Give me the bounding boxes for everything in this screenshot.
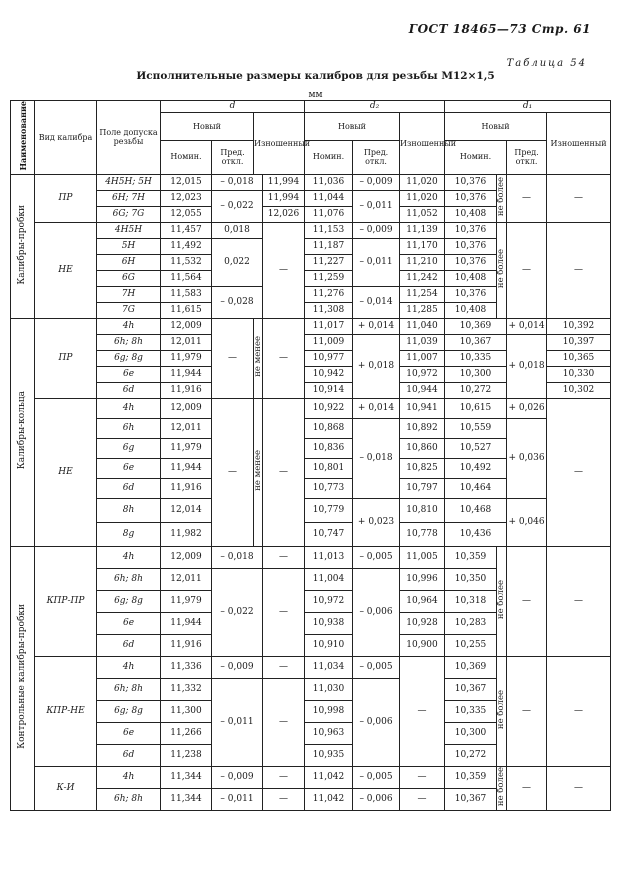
value-cell: 11,030 (305, 678, 353, 700)
value-cell: 10,359 (445, 546, 497, 568)
pole-cell: 6h; 8h (97, 678, 161, 700)
value-cell: 10,365 (547, 350, 611, 366)
value-cell: 11,916 (161, 478, 212, 498)
value-cell: 11,036 (305, 174, 353, 190)
value-cell: – 0,022 (212, 568, 263, 656)
table-title: Исполнительные размеры калибров для резьбы М12×1,5 (136, 70, 495, 82)
value-cell: — (507, 656, 547, 766)
pole-cell: 6h; 8h (97, 788, 161, 810)
group-label: Калибры-пробки (11, 174, 35, 318)
table-row (11, 418, 611, 438)
value-cell: — (263, 222, 305, 318)
value-cell: — (547, 656, 611, 766)
vid-cell: НЕ (35, 222, 97, 318)
value-cell: 11,042 (305, 788, 353, 810)
value-cell: 12,009 (161, 398, 212, 418)
value-cell: 10,922 (305, 398, 353, 418)
value-cell: 10,464 (445, 478, 507, 498)
value-cell: 11,916 (161, 382, 212, 398)
header-vid: Вид калибра (35, 101, 97, 175)
value-cell: 11,076 (305, 206, 353, 222)
table-row (11, 546, 611, 568)
value-cell: 10,914 (305, 382, 353, 398)
value-cell: – 0,018 (212, 174, 263, 190)
value-cell: 0,018 (212, 222, 263, 238)
value-cell: 11,564 (161, 270, 212, 286)
value-cell: 10,964 (400, 590, 445, 612)
value-cell: + 0,036 (507, 418, 547, 498)
value-cell: 11,266 (161, 722, 212, 744)
value-cell: + 0,026 (507, 398, 547, 418)
value-cell: 10,255 (445, 634, 497, 656)
value-cell: 11,005 (400, 546, 445, 568)
pole-cell: 8h (97, 498, 161, 522)
value-cell: 11,042 (305, 766, 353, 788)
value-cell: 10,860 (400, 438, 445, 458)
value-cell: 10,376 (445, 254, 497, 270)
value-cell: 10,892 (400, 418, 445, 438)
pole-cell: 6d (97, 382, 161, 398)
value-cell: 10,779 (305, 498, 353, 522)
value-cell: 10,367 (445, 678, 497, 700)
header-nom: Номин. (161, 140, 212, 174)
value-cell: 10,408 (445, 302, 497, 318)
value-cell: 10,963 (305, 722, 353, 744)
calibre-table (10, 100, 611, 811)
value-cell: – 0,014 (353, 286, 400, 318)
value-cell: 12,009 (161, 546, 212, 568)
value-cell: 11,332 (161, 678, 212, 700)
value-cell: 11,308 (305, 302, 353, 318)
value-cell: 10,942 (305, 366, 353, 382)
table-row (11, 398, 611, 418)
value-cell: – 0,018 (212, 546, 263, 568)
vid-cell: ПР (35, 318, 97, 398)
value-cell: 10,359 (445, 766, 497, 788)
value-cell: 10,335 (445, 350, 507, 366)
value-cell: 10,527 (445, 438, 507, 458)
value-cell: 10,797 (400, 478, 445, 498)
value-cell: 10,408 (445, 206, 497, 222)
value-cell: – 0,006 (353, 788, 400, 810)
pole-cell: 4h (97, 656, 161, 678)
value-cell: 12,011 (161, 334, 212, 350)
value-cell: — (263, 678, 305, 766)
pole-cell: 6h; 8h (97, 334, 161, 350)
value-cell: 10,367 (445, 334, 507, 350)
value-cell: 10,492 (445, 458, 507, 478)
value-cell: 10,397 (547, 334, 611, 350)
ne-bolee-mark: не более (497, 174, 507, 222)
pole-cell: 6H; 7H (97, 190, 161, 206)
value-cell: 11,916 (161, 634, 212, 656)
value-cell: — (212, 318, 254, 398)
value-cell: 10,318 (445, 590, 497, 612)
value-cell: — (263, 766, 305, 788)
table-row (11, 498, 611, 522)
value-cell: + 0,014 (353, 398, 400, 418)
table-row (11, 766, 611, 788)
value-cell: — (547, 546, 611, 656)
header-d2: d₂ (305, 101, 445, 113)
value-cell: – 0,009 (353, 222, 400, 238)
value-cell: 10,330 (547, 366, 611, 382)
value-cell: 10,900 (400, 634, 445, 656)
value-cell: 11,139 (400, 222, 445, 238)
value-cell: 10,825 (400, 458, 445, 478)
value-cell: 11,300 (161, 700, 212, 722)
value-cell: 11,238 (161, 744, 212, 766)
value-cell: 11,285 (400, 302, 445, 318)
pole-cell: 8g (97, 522, 161, 546)
ne-bolee-mark: не более (497, 222, 507, 318)
ne-bolee-mark: не более (497, 546, 507, 656)
value-cell: — (400, 766, 445, 788)
value-cell: 12,015 (161, 174, 212, 190)
value-cell: 11,039 (400, 334, 445, 350)
value-cell: 11,017 (305, 318, 353, 334)
value-cell: 10,376 (445, 174, 497, 190)
table-row (11, 174, 611, 190)
ne-menee-mark: не менее (254, 398, 263, 546)
value-cell: 10,300 (445, 722, 497, 744)
value-cell: 10,283 (445, 612, 497, 634)
value-cell: 10,836 (305, 438, 353, 458)
pole-cell: 7H (97, 286, 161, 302)
group-label: Контрольные калибры-пробки (11, 546, 35, 810)
value-cell: 11,276 (305, 286, 353, 302)
value-cell: 11,210 (400, 254, 445, 270)
value-cell: 12,011 (161, 568, 212, 590)
pole-cell: 6e (97, 612, 161, 634)
value-cell: — (507, 766, 547, 810)
table-row (11, 334, 611, 350)
value-cell: 11,944 (161, 366, 212, 382)
vid-cell: НЕ (35, 398, 97, 546)
value-cell: 10,272 (445, 382, 507, 398)
value-cell: 12,011 (161, 418, 212, 438)
pole-cell: 6G; 7G (97, 206, 161, 222)
pole-cell: 6g; 8g (97, 590, 161, 612)
value-cell: 11,034 (305, 656, 353, 678)
value-cell: 10,928 (400, 612, 445, 634)
value-cell: 11,153 (305, 222, 353, 238)
value-cell: 11,457 (161, 222, 212, 238)
pole-cell: 4H5H; 5H (97, 174, 161, 190)
header-name: Наименование (11, 101, 35, 175)
value-cell: 10,773 (305, 478, 353, 498)
value-cell: — (547, 174, 611, 222)
value-cell: 10,938 (305, 612, 353, 634)
value-cell: 11,492 (161, 238, 212, 254)
value-cell: 10,910 (305, 634, 353, 656)
pole-cell: 6h; 8h (97, 568, 161, 590)
value-cell: — (263, 656, 305, 678)
value-cell: — (263, 788, 305, 810)
value-cell: 11,994 (263, 190, 305, 206)
value-cell: 11,979 (161, 438, 212, 458)
value-cell: 11,336 (161, 656, 212, 678)
value-cell: — (507, 546, 547, 656)
value-cell: 10,408 (445, 270, 497, 286)
value-cell: 11,242 (400, 270, 445, 286)
value-cell: + 0,023 (353, 498, 400, 546)
value-cell: 10,559 (445, 418, 507, 438)
header-nom: Номин. (305, 140, 353, 174)
pole-cell: 5H (97, 238, 161, 254)
value-cell: – 0,005 (353, 766, 400, 788)
value-cell: 10,778 (400, 522, 445, 546)
value-cell: 11,944 (161, 458, 212, 478)
value-cell: 11,020 (400, 190, 445, 206)
vid-cell: КПР-НЕ (35, 656, 97, 766)
header-d: d (161, 101, 305, 113)
value-cell: — (212, 398, 254, 546)
ne-bolee-mark: не более (497, 766, 507, 810)
value-cell: — (547, 766, 611, 810)
value-cell: 11,994 (263, 174, 305, 190)
pole-cell: 6g (97, 438, 161, 458)
header-izn: Изношенный (400, 113, 445, 175)
header-pole: Поле допуска резьбы (97, 101, 161, 175)
header-pred: Пред. откл. (212, 140, 254, 174)
ne-menee-mark: не менее (254, 318, 263, 398)
value-cell: 10,941 (400, 398, 445, 418)
value-cell: + 0,046 (507, 498, 547, 546)
unit-label: мм (308, 90, 323, 100)
value-cell: + 0,018 (507, 334, 547, 398)
value-cell: – 0,009 (353, 174, 400, 190)
value-cell: 10,302 (547, 382, 611, 398)
header-nom: Номин. (445, 140, 507, 174)
value-cell: 11,944 (161, 612, 212, 634)
value-cell: — (263, 568, 305, 656)
table-row (11, 222, 611, 238)
value-cell: – 0,011 (353, 190, 400, 222)
header-izn: Изношенный (254, 113, 305, 175)
vid-cell: ПР (35, 174, 97, 222)
pole-cell: 6d (97, 744, 161, 766)
value-cell: 10,335 (445, 700, 497, 722)
value-cell: — (263, 318, 305, 398)
pole-cell: 4H5H (97, 222, 161, 238)
value-cell: 10,376 (445, 190, 497, 206)
value-cell: – 0,022 (212, 190, 263, 222)
pole-cell: 6g; 8g (97, 700, 161, 722)
value-cell: 0,022 (212, 238, 263, 286)
value-cell: + 0,018 (353, 334, 400, 398)
value-cell: 12,023 (161, 190, 212, 206)
value-cell: — (547, 398, 611, 546)
value-cell: 11,020 (400, 174, 445, 190)
value-cell: – 0,011 (212, 788, 263, 810)
value-cell: 11,979 (161, 350, 212, 366)
value-cell: 10,801 (305, 458, 353, 478)
header-new: Новый (305, 113, 400, 141)
value-cell: 11,979 (161, 590, 212, 612)
value-cell: 10,436 (445, 522, 507, 546)
pole-cell: 4h (97, 398, 161, 418)
value-cell: + 0,014 (353, 318, 400, 334)
value-cell: 10,977 (305, 350, 353, 366)
value-cell: 10,367 (445, 788, 497, 810)
value-cell: 11,344 (161, 788, 212, 810)
value-cell: 11,615 (161, 302, 212, 318)
header-izn: Изношенный (547, 113, 611, 175)
value-cell: 11,344 (161, 766, 212, 788)
vid-cell: КПР-ПР (35, 546, 97, 656)
value-cell: 10,369 (445, 656, 497, 678)
page-header: ГОСТ 18465—73 Стр. 61 (408, 22, 591, 36)
value-cell: 10,747 (305, 522, 353, 546)
value-cell: 12,014 (161, 498, 212, 522)
value-cell: 12,026 (263, 206, 305, 222)
pole-cell: 6e (97, 458, 161, 478)
value-cell: 11,187 (305, 238, 353, 254)
pole-cell: 6e (97, 366, 161, 382)
value-cell: 10,392 (547, 318, 611, 334)
pole-cell: 6d (97, 634, 161, 656)
value-cell: — (547, 222, 611, 318)
pole-cell: 4h (97, 546, 161, 568)
header-new: Новый (161, 113, 254, 141)
value-cell: 12,055 (161, 206, 212, 222)
value-cell: 10,944 (400, 382, 445, 398)
value-cell: 11,009 (305, 334, 353, 350)
table-row (11, 656, 611, 678)
value-cell: — (263, 398, 305, 546)
value-cell: 10,350 (445, 568, 497, 590)
value-cell: — (400, 656, 445, 766)
pole-cell: 6g; 8g (97, 350, 161, 366)
value-cell: 10,972 (400, 366, 445, 382)
value-cell: – 0,009 (212, 766, 263, 788)
value-cell: + 0,014 (507, 318, 547, 334)
table-number: Таблица 54 (506, 58, 587, 69)
value-cell: 10,972 (305, 590, 353, 612)
value-cell: 11,013 (305, 546, 353, 568)
header-new: Новый (445, 113, 547, 141)
value-cell: 11,532 (161, 254, 212, 270)
pole-cell: 4h (97, 318, 161, 334)
value-cell: 10,369 (445, 318, 507, 334)
value-cell: 11,583 (161, 286, 212, 302)
value-cell: — (507, 222, 547, 318)
header-d1: d₁ (445, 101, 611, 113)
value-cell: 10,300 (445, 366, 507, 382)
value-cell: 10,868 (305, 418, 353, 438)
value-cell: – 0,028 (212, 286, 263, 318)
value-cell: – 0,009 (212, 656, 263, 678)
value-cell: 11,254 (400, 286, 445, 302)
value-cell: 10,996 (400, 568, 445, 590)
value-cell: 10,272 (445, 744, 497, 766)
value-cell: – 0,005 (353, 546, 400, 568)
ne-bolee-mark: не более (497, 656, 507, 766)
pole-cell: 7G (97, 302, 161, 318)
value-cell: 11,259 (305, 270, 353, 286)
value-cell: 11,004 (305, 568, 353, 590)
pole-cell: 6H (97, 254, 161, 270)
value-cell: 10,376 (445, 222, 497, 238)
value-cell: 10,810 (400, 498, 445, 522)
value-cell: — (507, 174, 547, 222)
value-cell: 10,615 (445, 398, 507, 418)
value-cell: 11,052 (400, 206, 445, 222)
value-cell: 11,040 (400, 318, 445, 334)
pole-cell: 6G (97, 270, 161, 286)
value-cell: 11,227 (305, 254, 353, 270)
value-cell: 10,468 (445, 498, 507, 522)
header-pred: Пред. откл. (507, 140, 547, 174)
value-cell: — (263, 546, 305, 568)
pole-cell: 6d (97, 478, 161, 498)
value-cell: 11,170 (400, 238, 445, 254)
value-cell: — (400, 788, 445, 810)
value-cell: 12,009 (161, 318, 212, 334)
value-cell: – 0,011 (212, 678, 263, 766)
value-cell: 11,044 (305, 190, 353, 206)
value-cell: 10,935 (305, 744, 353, 766)
pole-cell: 6e (97, 722, 161, 744)
value-cell: – 0,005 (353, 656, 400, 678)
value-cell: – 0,011 (353, 238, 400, 286)
value-cell: 10,376 (445, 238, 497, 254)
header-pred: Пред. откл. (353, 140, 400, 174)
value-cell: – 0,018 (353, 418, 400, 498)
table-row (11, 318, 611, 334)
pole-cell: 6h (97, 418, 161, 438)
value-cell: 11,007 (400, 350, 445, 366)
value-cell: 11,982 (161, 522, 212, 546)
value-cell: – 0,006 (353, 678, 400, 766)
pole-cell: 4h (97, 766, 161, 788)
group-label: Калибры-кольца (11, 318, 35, 546)
value-cell: 10,376 (445, 286, 497, 302)
value-cell: – 0,006 (353, 568, 400, 656)
value-cell: 10,998 (305, 700, 353, 722)
vid-cell: К-И (35, 766, 97, 810)
